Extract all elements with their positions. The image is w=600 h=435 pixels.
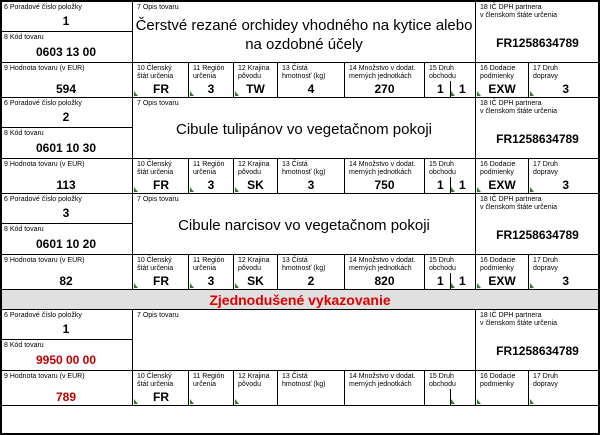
item-3-commodity-code-cell [0,224,133,255]
item-simplified-delivery-terms-cell [476,371,529,406]
item-2-origin-country: SK [247,178,264,192]
simplified-reporting-banner [0,290,600,310]
item-simplified-transaction-nature-divider-mark [451,399,455,404]
item-1-description-line-2: na ozdobné účely [245,36,363,53]
item-2-commodity-code-label: 8 Kód tovaru [4,130,44,137]
item-simplified-origin-mark [235,399,239,404]
item-simplified-commodity-code-cell [0,340,133,371]
item-2-commodity-code: 0601 10 30 [35,141,97,155]
item-simplified-partner-vat: FR1258634789 [496,344,579,358]
item-1-transport-mode-cell [529,63,600,98]
item-2-commodity-code-cell [0,128,133,159]
item-simplified-destination-mark [134,399,138,404]
item-3-description [133,216,475,235]
item-1-destination-country: FR [153,82,169,96]
item-3-destination-country: FR [153,274,169,288]
item-1-transport-mode-label: 17 Druh dopravy [533,65,558,80]
item-1-commodity-code-label: 8 Kód tovaru [4,34,44,41]
item-1-quantity: 270 [374,82,395,96]
item-3-transaction-nature-label: 15 Druh obchodu [429,257,456,272]
item-3-region-cell [189,255,234,290]
item-simplified-value-label: 9 Hodnota tovaru (v EUR) [4,373,85,380]
item-simplified-region-label: 11 Región určenia [193,373,225,388]
item-1-commodity-code-cell [0,32,133,63]
item-1-region-label: 11 Región určenia [193,65,225,80]
item-2-region-cell [189,159,234,194]
item-2-transaction-nature-divider-mark [451,187,455,192]
item-2-destination-label: 10 Členský štát určenia [137,161,174,176]
item-2-transaction-nature-a: 1 [437,178,444,192]
item-3-description-cell [133,194,476,255]
item-2-description [133,120,475,139]
item-1-net-mass-label: 13 Čistá hmotnosť (kg) [282,65,326,80]
item-2-destination-mark [134,187,138,192]
item-1-item-number-label: 6 Poradové číslo položky [4,4,82,11]
item-1-net-mass: 4 [307,82,315,96]
item-2-transaction-nature-cell [425,159,476,194]
item-3-destination-mark [134,283,138,288]
item-1-value-cell [0,63,133,98]
item-simplified-transaction-nature-label: 15 Druh obchodu [429,373,456,388]
item-1-destination-cell [133,63,189,98]
item-simplified-destination-country: FR [153,390,169,404]
item-3-item-number: 3 [62,206,70,220]
item-2-item-number: 2 [62,110,70,124]
item-3-origin-label: 12 Krajina pôvodu [238,257,270,272]
item-3-transaction-nature-b: 1 [459,274,466,288]
item-3-transport-mode: 3 [562,274,569,288]
item-1-quantity-cell [345,63,425,98]
item-simplified-region-mark [190,399,194,404]
item-simplified-net-mass-label: 13 Čistá hmotnosť (kg) [282,373,326,388]
item-simplified-description-label: 7 Opis tovaru [137,312,179,319]
item-2-item-number-cell [0,98,133,128]
item-1-region-cell [189,63,234,98]
item-1-net-mass-cell [278,63,345,98]
item-1-transaction-nature-b: 1 [459,82,466,96]
item-2-partner-vat: FR1258634789 [496,132,579,146]
item-2-transport-mode-mark [530,187,534,192]
item-1-delivery-terms-label: 16 Dodacie podmienky [480,65,516,80]
item-2-destination-cell [133,159,189,194]
item-3-value: 82 [59,274,73,288]
item-3-description-label: 7 Opis tovaru [137,196,179,203]
item-3-destination-label: 10 Členský štát určenia [137,257,174,272]
item-1-partner-vat: FR1258634789 [496,36,579,50]
item-1-description-line-1: Čerstvé rezané orchidey vhodného na kytice alebo [135,17,473,34]
item-2-delivery-terms: EXW [488,178,516,192]
item-2-description-line-1: Cibule tulipánov vo vegetačnom pokoji [176,121,432,138]
item-2-partner-vat-cell [476,98,600,159]
item-1-delivery-terms: EXW [488,82,516,96]
item-2-value-label: 9 Hodnota tovaru (v EUR) [4,161,85,168]
item-3-region-label: 11 Región určenia [193,257,225,272]
item-2-transport-mode: 3 [562,178,569,192]
item-1-transaction-nature-label: 15 Druh obchodu [429,65,456,80]
item-3-description-line-1: Cibule narcisov vo vegetačnom pokoji [178,217,430,234]
item-2-delivery-terms-cell [476,159,529,194]
item-3-value-label: 9 Hodnota tovaru (v EUR) [4,257,85,264]
item-simplified-net-mass-cell [278,371,345,406]
item-1-partner-vat-label: 18 IČ DPH partnera v členskom štáte určenia [480,4,558,19]
item-1-destination-label: 10 Členský štát určenia [137,65,174,80]
item-3-destination-cell [133,255,189,290]
item-simplified-destination-cell [133,371,189,406]
item-2-net-mass-cell [278,159,345,194]
item-1-description-cell [133,2,476,63]
item-1-transport-mode: 3 [562,82,569,96]
item-3-partner-vat-cell [476,194,600,255]
item-1-transaction-nature-a: 1 [437,82,444,96]
item-1-origin-country: TW [246,82,265,96]
item-2-quantity-cell [345,159,425,194]
item-3-net-mass: 2 [307,274,315,288]
item-3-transport-mode-mark [530,283,534,288]
item-3-value-cell [0,255,133,290]
item-3-commodity-code: 0601 10 20 [35,237,97,251]
item-simplified-transport-mode-label: 17 Druh dopravy [533,373,558,388]
item-2-region-label: 11 Región určenia [193,161,225,176]
item-2-net-mass: 3 [307,178,315,192]
item-3-partner-vat: FR1258634789 [496,228,579,242]
item-2-description-label: 7 Opis tovaru [137,100,179,107]
item-3-delivery-terms: EXW [488,274,516,288]
item-1-transport-mode-mark [530,91,534,96]
item-3-transaction-nature-cell [425,255,476,290]
item-1-commodity-code: 0603 13 00 [35,45,97,59]
item-simplified-transport-mode-cell [529,371,600,406]
item-simplified-destination-label: 10 Členský štát určenia [137,373,174,388]
item-1-partner-vat-cell [476,2,600,63]
item-3-quantity: 820 [374,274,395,288]
item-1-item-number-cell [0,2,133,32]
item-1-region: 3 [207,82,215,96]
item-1-description-label: 7 Opis tovaru [137,4,179,11]
item-3-origin-country: SK [247,274,264,288]
item-simplified-value: 789 [55,390,77,404]
item-3-region: 3 [207,274,215,288]
item-3-net-mass-cell [278,255,345,290]
item-simplified-commodity-code: 9950 00 00 [35,353,97,367]
item-2-delivery-terms-label: 16 Dodacie podmienky [480,161,516,176]
item-2-transport-mode-cell [529,159,600,194]
item-2-quantity: 750 [374,178,395,192]
item-1-origin-label: 12 Krajina pôvodu [238,65,270,80]
item-simplified-commodity-code-label: 8 Kód tovaru [4,342,44,349]
item-2-origin-cell [234,159,278,194]
item-3-delivery-terms-cell [476,255,529,290]
item-1-destination-mark [134,91,138,96]
item-1-transaction-nature-divider-mark [451,91,455,96]
item-simplified-partner-vat-label: 18 IČ DPH partnera v členskom štáte určenia [480,312,558,327]
item-2-destination-country: FR [153,178,169,192]
item-2-net-mass-label: 13 Čistá hmotnosť (kg) [282,161,326,176]
item-1-quantity-label: 14 Množstvo v dodat. merných jednotkách [349,65,416,80]
item-3-transaction-nature-divider-mark [451,283,455,288]
item-2-item-number-label: 6 Poradové číslo položky [4,100,82,107]
item-3-transport-mode-label: 17 Druh dopravy [533,257,558,272]
item-1-transaction-nature-cell [425,63,476,98]
item-1-description [133,16,475,54]
item-3-commodity-code-label: 8 Kód tovaru [4,226,44,233]
item-3-item-number-label: 6 Poradové číslo položky [4,196,82,203]
item-simplified-value-cell [0,371,133,406]
item-3-quantity-cell [345,255,425,290]
item-simplified-item-number: 1 [62,322,70,336]
item-2-value-cell [0,159,133,194]
item-simplified-delivery-terms-label: 16 Dodacie podmienky [480,373,516,388]
item-2-partner-vat-label: 18 IČ DPH partnera v členskom štáte určenia [480,100,558,115]
item-simplified-item-number-cell [0,310,133,340]
item-1-value-label: 9 Hodnota tovaru (v EUR) [4,65,85,72]
item-simplified-transport-mode-mark [530,399,534,404]
simplified-reporting-title: Zjednodušené vykazovanie [209,292,391,308]
item-simplified-origin-label: 12 Krajina pôvodu [238,373,270,388]
item-1-value: 594 [55,82,77,96]
item-3-delivery-terms-label: 16 Dodacie podmienky [480,257,516,272]
item-2-description-cell [133,98,476,159]
item-3-net-mass-label: 13 Čistá hmotnosť (kg) [282,257,326,272]
item-simplified-origin-cell [234,371,278,406]
item-2-transport-mode-label: 17 Druh dopravy [533,161,558,176]
item-3-transaction-nature-a: 1 [437,274,444,288]
item-simplified-item-number-label: 6 Poradové číslo položky [4,312,82,319]
item-1-delivery-terms-cell [476,63,529,98]
item-simplified-region-cell [189,371,234,406]
item-2-quantity-label: 14 Množstvo v dodat. merných jednotkách [349,161,416,176]
item-2-origin-label: 12 Krajina pôvodu [238,161,270,176]
item-3-origin-cell [234,255,278,290]
item-3-transport-mode-cell [529,255,600,290]
item-simplified-delivery-terms-mark [477,399,481,404]
item-simplified-quantity-cell [345,371,425,406]
item-1-item-number: 1 [62,14,70,28]
item-3-quantity-label: 14 Množstvo v dodat. merných jednotkách [349,257,416,272]
item-2-region: 3 [207,178,215,192]
item-2-transaction-nature-label: 15 Druh obchodu [429,161,456,176]
item-3-partner-vat-label: 18 IČ DPH partnera v členskom štáte určenia [480,196,558,211]
item-2-transaction-nature-b: 1 [459,178,466,192]
item-3-item-number-cell [0,194,133,224]
item-2-value: 113 [56,178,76,192]
item-simplified-partner-vat-cell [476,310,600,371]
item-simplified-transaction-nature-cell [425,371,476,406]
item-simplified-quantity-label: 14 Množstvo v dodat. merných jednotkách [349,373,416,388]
item-1-origin-cell [234,63,278,98]
item-simplified-description-cell [133,310,476,371]
